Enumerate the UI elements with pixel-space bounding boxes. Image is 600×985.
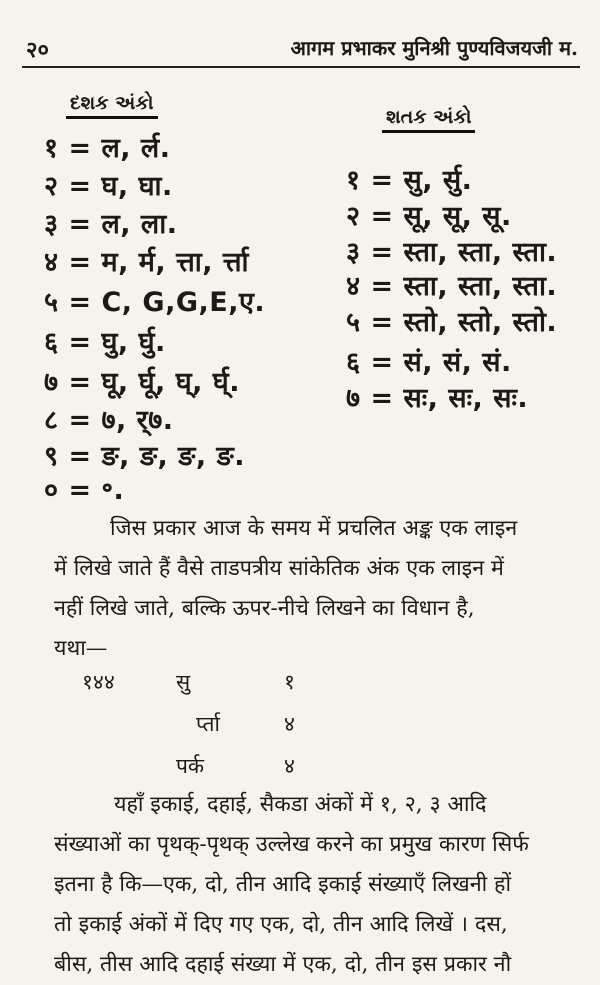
hundreds-heading: શતક અંકો [382, 106, 475, 133]
tens-row: ८ = ७, र्७. [44, 405, 174, 436]
tens-row: ० = ॰. [44, 475, 125, 506]
hundreds-row: ४ = स्ता, स्ता, स्ता. [346, 271, 558, 302]
paragraph-1 [54, 509, 576, 669]
tens-row: ३ = ल, ला. [44, 209, 178, 240]
header-rule [22, 66, 580, 68]
hundreds-row: २ = सू, सू, सू. [346, 201, 512, 232]
tens-row: ५ = C, G,G,E,ए. [44, 287, 266, 318]
example-number: १४४ [82, 670, 115, 694]
tens-row: २ = घ, घा. [44, 171, 173, 202]
example-hundreds-value: १ [284, 670, 295, 694]
running-title: आगम प्रभाकर मुनिश्री पुण्यविजयजी म. [290, 36, 578, 60]
example-units: पर्क [176, 754, 205, 778]
paragraph-line: नहीं लिखे जाते, बल्कि ऊपर-नीचे लिखने का विधान है, [54, 596, 475, 621]
paragraph-line: बीस, तीस आदि दहाई संख्या में एक, दो, तीन इस प्रकार नौ [54, 952, 512, 977]
example-units-value: ४ [284, 754, 295, 778]
example-hundreds: सु [176, 670, 191, 694]
hundreds-row: १ = सु, र्सु. [346, 165, 473, 196]
hundreds-row: ३ = स्ता, स्ता, स्ता. [346, 237, 558, 268]
paragraph-line: यथा— [54, 636, 108, 661]
paragraph-line: यहाँ इकाई, दहाई, सैकडा अंकों में १, २, ३ आदि [114, 792, 487, 817]
example-tens-value: ४ [284, 712, 295, 736]
tens-row: ४ = म, र्म, त्ता, र्त्ता [44, 247, 250, 278]
paragraph-line: संख्याओं का पृथक्-पृथक् उल्लेख करने का प्रमुख कारण सिर्फ [54, 832, 529, 857]
page-number: २० [26, 37, 49, 63]
tens-row: ९ = ङ, ङ, ङ, ङ. [44, 441, 245, 472]
paragraph-line: तो इकाई अंकों में दिए गए एक, दो, तीन आदि लिखें । दस, [54, 912, 508, 937]
hundreds-row: ५ = स्तो, स्तो, स्तो. [346, 307, 558, 338]
hundreds-row: ७ = सः, सः, सः. [346, 383, 529, 414]
tens-row: ७ = घू, र्घू, घ्, र्घ्. [44, 367, 241, 398]
paragraph-line: इतना है कि—एक, दो, तीन आदि इकाई संख्याएँ लिखनी हों [54, 872, 512, 897]
paragraph-line: जिस प्रकार आज के समय में प्रचलित अङ्क एक लाइन [110, 516, 518, 541]
tens-heading: દશક અંકો [66, 92, 158, 119]
paragraph-2 [54, 785, 576, 985]
tens-row: ६ = घु, र्घु. [44, 327, 166, 358]
tens-row: १ = ल, र्ल. [44, 133, 171, 164]
example-tens: र्प्ता [196, 712, 220, 736]
paragraph-line: में लिखे जाते हैं वैसे ताडपत्रीय सांकेतिक अंक एक लाइन में [54, 556, 504, 581]
hundreds-row: ६ = सं, सं, सं. [346, 347, 512, 378]
